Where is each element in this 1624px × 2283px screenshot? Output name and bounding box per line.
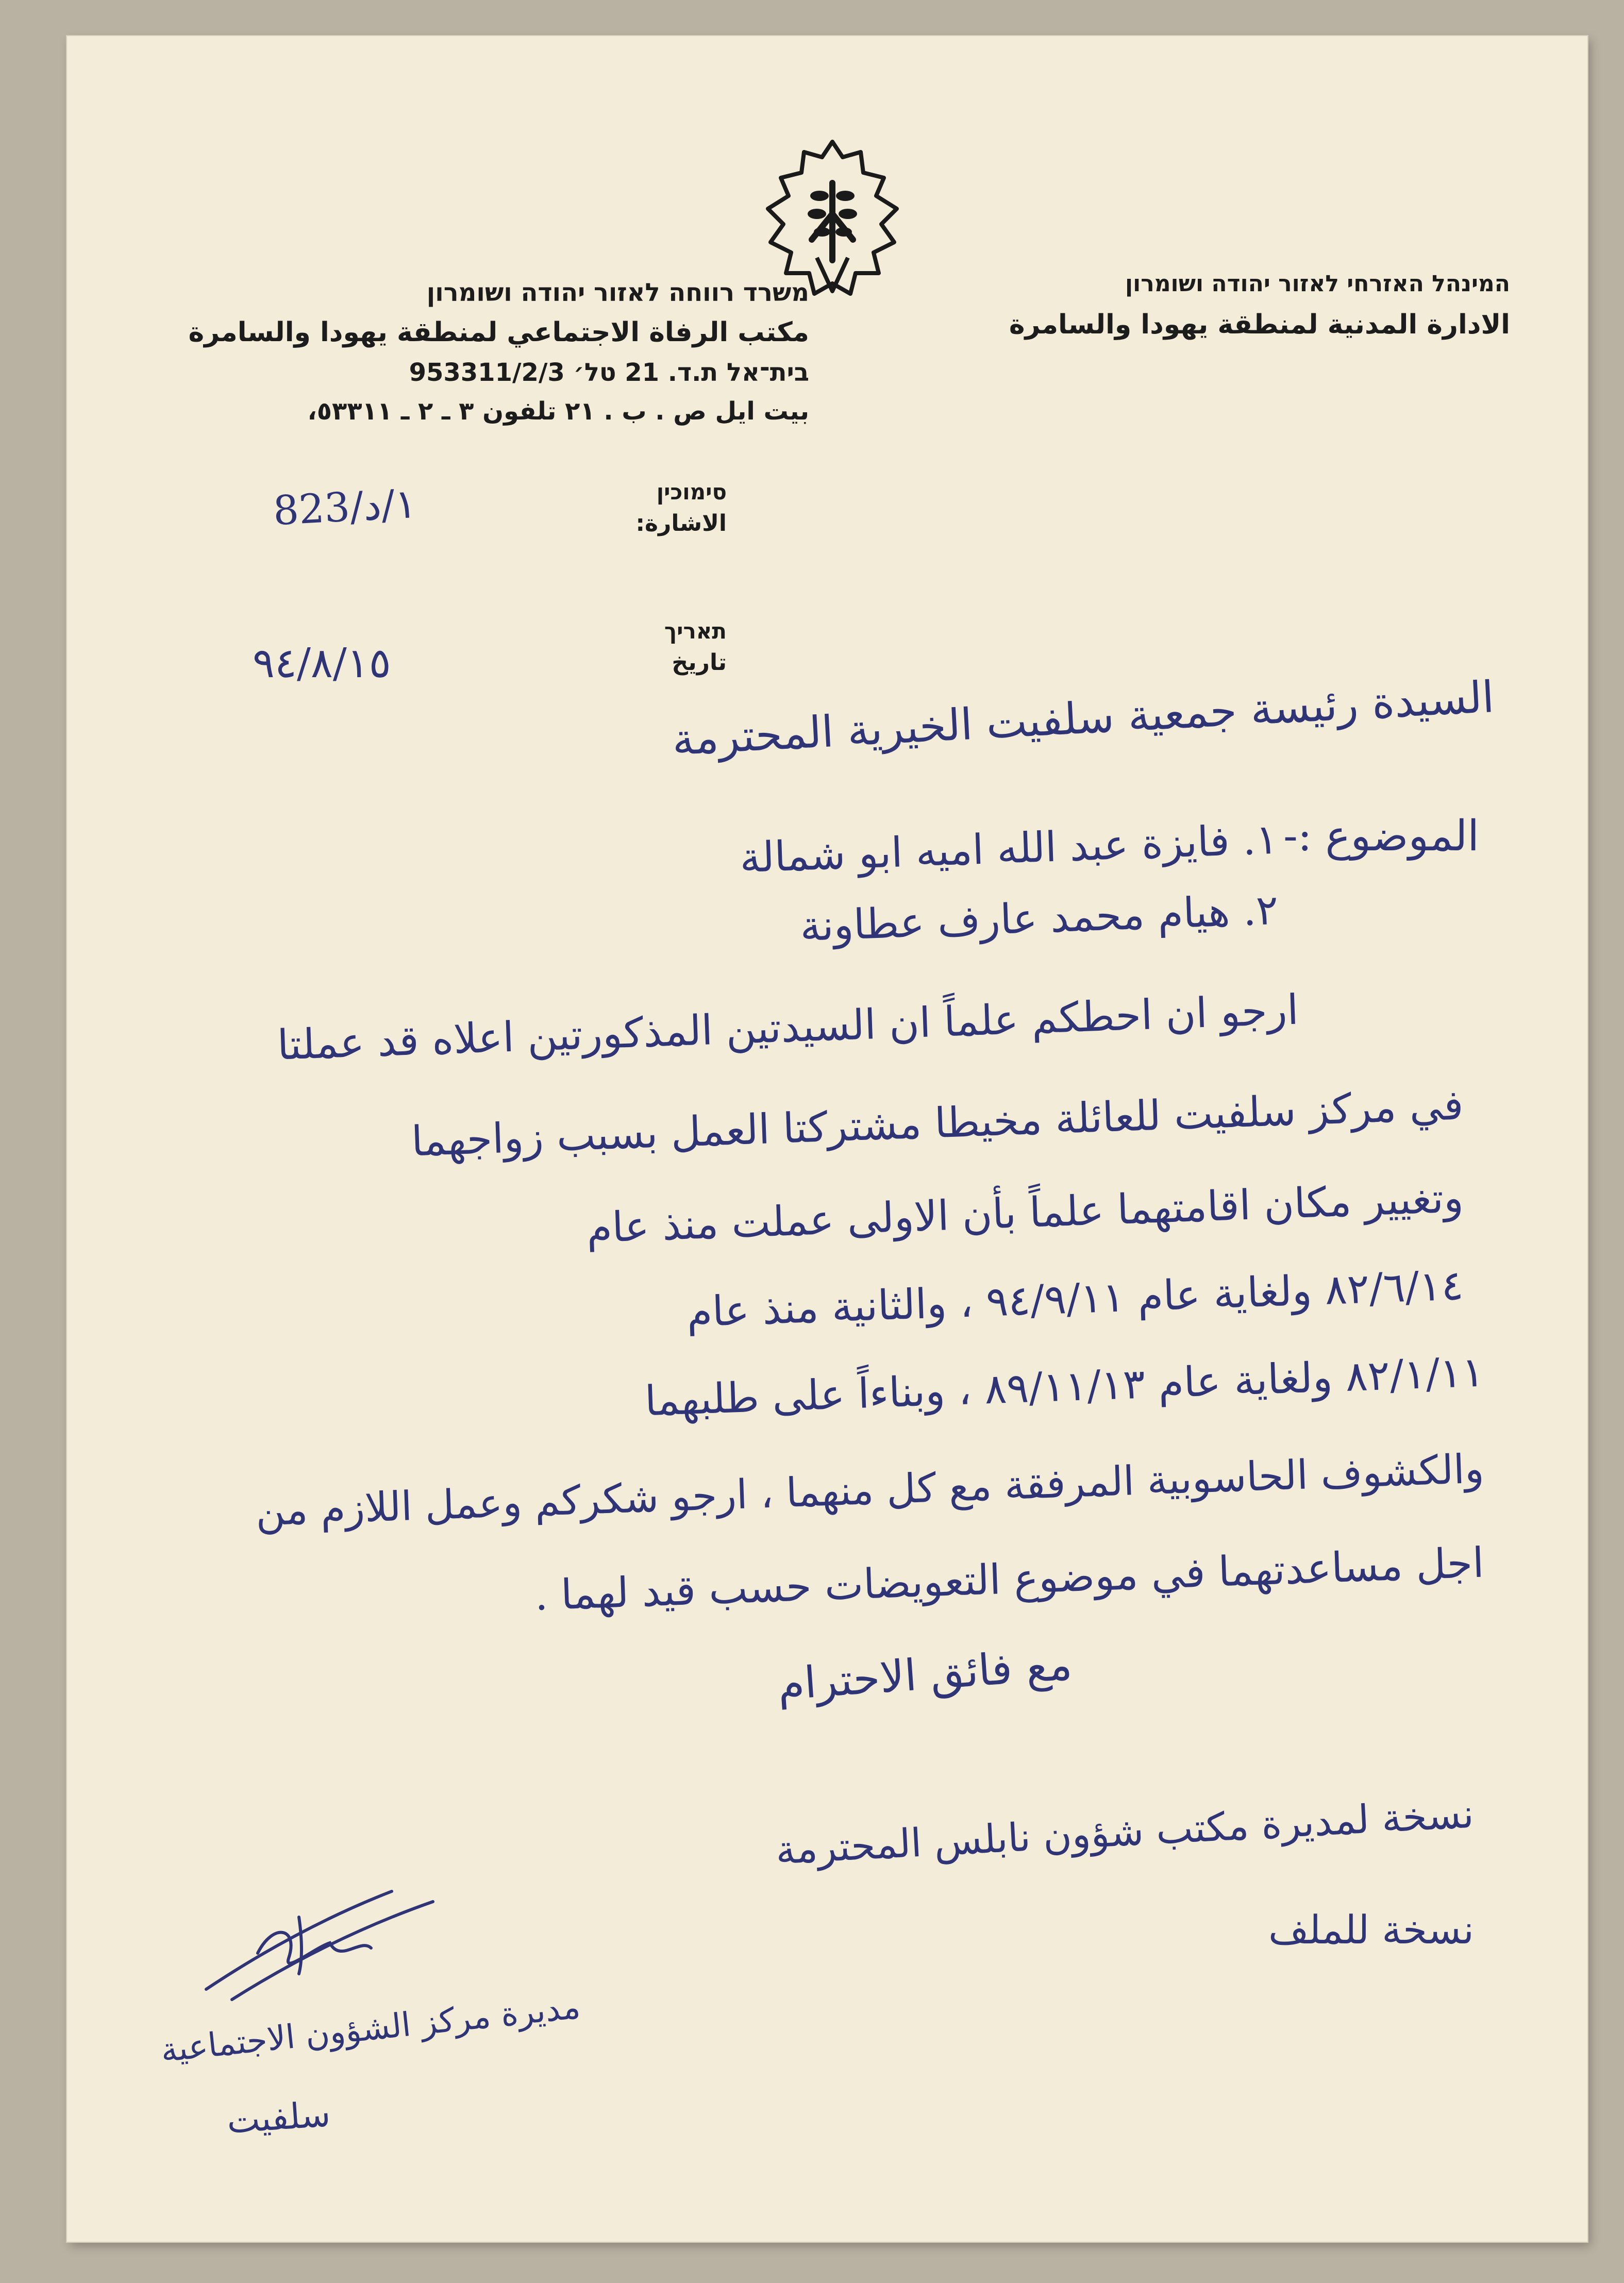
date-label-hebrew: תאריך bbox=[664, 618, 727, 644]
header-right-hebrew: המינהל האזרחי לאזור יהודה ושומרון bbox=[1125, 271, 1510, 297]
header-left-arabic-office: مكتب الرفاة الاجتماعي لمنطقة يهودا والسامرة bbox=[188, 317, 809, 348]
body-line-2: في مركز سلفيت للعائلة مخيطا مشتركتا العمل بسبب زواجهما bbox=[410, 1081, 1464, 1166]
header-left-arabic-address: بيت ايل ص . ب . ٢١ تلفون ٣ ـ ٢ ـ ٥٣٣١١، bbox=[307, 397, 809, 426]
subject-item-1: ١. فايزة عبد الله اميه ابو شمالة bbox=[739, 815, 1279, 882]
header-right-arabic: الادارة المدنية لمنطقة يهودا والسامرة bbox=[1009, 309, 1510, 340]
cc-line-2: نسخة للملف bbox=[1268, 1907, 1474, 1953]
letter-page bbox=[67, 36, 1587, 2242]
body-line-3: وتغيير مكان اقامتهما علماً بأن الاولى عملت منذ عام bbox=[585, 1173, 1464, 1252]
body-line-7: اجل مساعدتهما في موضوع التعويضات حسب قيد لهما . bbox=[533, 1538, 1485, 1620]
reference-label-hebrew: סימוכין bbox=[656, 479, 727, 505]
body-line-4: ٨٢/٦/١٤ ولغاية عام ٩٤/٩/١١ ، والثانية منذ عام bbox=[685, 1261, 1464, 1336]
header-left-hebrew-office: משרד רווחה לאזור יהודה ושומרון bbox=[426, 278, 809, 307]
subject-label: الموضوع :- bbox=[1283, 812, 1479, 861]
date-label-arabic: تاريخ bbox=[672, 649, 727, 676]
signature-block-line-2: سلفيت bbox=[225, 2094, 332, 2142]
body-line-5: ٨٢/١/١١ ولغاية عام ٨٩/١١/١٣ ، وبناءاً على طلبهما bbox=[644, 1348, 1485, 1425]
addressee: السيدة رئيسة جمعية سلفيت الخيرية المحترمة bbox=[671, 671, 1496, 765]
date-value: ٩٤/٨/١٥ bbox=[253, 639, 391, 687]
closing: مع فائق الاحترام bbox=[775, 1639, 1074, 1710]
signature-block-line-1: مديرة مركز الشؤون الاجتماعية bbox=[159, 1988, 582, 2070]
cc-line-1: نسخة لمديرة مكتب شؤون نابلس المحترمة bbox=[774, 1790, 1475, 1873]
body-line-6: والكشوف الحاسوبية المرفقة مع كل منهما ، ارجو شكركم وعمل اللازم من bbox=[255, 1446, 1485, 1535]
header-left-hebrew-address: בית־אל ת.ד. 21 טל׳ 953311/2/3 bbox=[409, 358, 809, 387]
subject-item-2: ٢. هيام محمد عارف عطاونة bbox=[799, 885, 1279, 951]
reference-label-arabic: الاشارة: bbox=[635, 510, 727, 536]
body-line-1: ارجو ان احطكم علماً ان السيدتين المذكورتين اعلاه قد عملتا bbox=[276, 985, 1299, 1069]
reference-value: 823/١/د bbox=[272, 480, 418, 535]
